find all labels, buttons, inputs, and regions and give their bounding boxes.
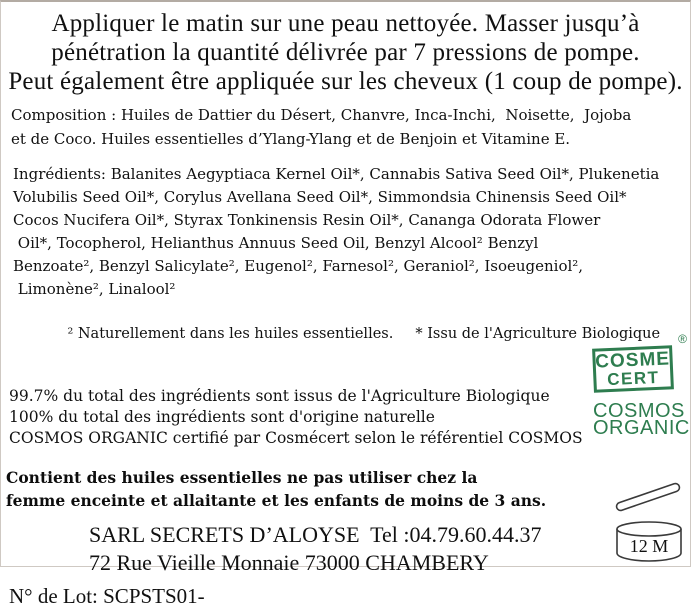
organic-claim-line: COSMOS ORGANIC certifié par Cosmécert selon le référentiel COSMOS bbox=[9, 429, 583, 447]
warning-line: femme enceinte et allaitante et les enfants de moins de 3 ans. bbox=[6, 491, 547, 510]
ingredients-line: Cocos Nucifera Oil*, Styrax Tonkinensis Resin Oil*, Cananga Odorata Flower bbox=[13, 211, 601, 229]
cosmecert-certification bbox=[590, 333, 690, 441]
cosmos-organic-label bbox=[593, 400, 690, 439]
usage-directions bbox=[1, 9, 690, 96]
cosmecert-logo-text: CERT bbox=[606, 367, 660, 390]
cosmos-organic-line: ORGANIC bbox=[593, 417, 690, 439]
cosmecert-logo-text: COSME bbox=[594, 348, 671, 373]
footnote-organic: * Issu de l'Agriculture Biologique bbox=[415, 326, 661, 342]
lot-number bbox=[1, 583, 690, 609]
ingredients-line: Limonène², Linalool² bbox=[13, 280, 176, 298]
directions-line: Peut également être appliquée sur les cheveux (1 coup de pompe). bbox=[8, 68, 683, 95]
composition-section bbox=[1, 103, 690, 151]
ingredients-footnote bbox=[1, 301, 690, 367]
organic-claims-section bbox=[1, 386, 690, 449]
ingredients-line: Volubilis Seed Oil*, Corylus Avellana Seed Oil*, Simmondsia Chinensis Seed Oil* bbox=[13, 188, 627, 206]
cosmos-organic-line: COSMOS bbox=[593, 400, 685, 422]
lot-label: N° de Lot: SCPSTS01- bbox=[9, 584, 205, 608]
ingredients-line: Oil*, Tocopherol, Helianthus Annuus Seed Oil, Benzyl Alcool² Benzyl bbox=[13, 234, 539, 252]
ingredients-line: Ingrédients: Balanites Aegyptiaca Kernel Oil*, Cannabis Sativa Seed Oil*, Plukenetia bbox=[13, 165, 660, 183]
warning-line: Contient des huiles essentielles ne pas utiliser chez la bbox=[6, 468, 478, 487]
essential-oils-warning bbox=[1, 466, 690, 512]
jar-lid bbox=[615, 482, 680, 511]
organic-claim-line: 100% du total des ingrédients sont d'origine naturelle bbox=[9, 408, 435, 426]
company-line: 72 Rue Vieille Monnaie 73000 CHAMBERY bbox=[89, 550, 489, 575]
pao-duration-text: 12 M bbox=[629, 536, 669, 556]
ingredients-line: Benzoate², Benzyl Salicylate², Eugenol², Farnesol², Geraniol², Isoeugeniol², bbox=[13, 257, 584, 275]
company-line: SARL SECRETS D’ALOYSE Tel :04.79.60.44.37 bbox=[89, 522, 542, 547]
registered-trademark-icon: ® bbox=[678, 332, 687, 346]
composition-line: Composition : Huiles de Dattier du Désert, Chanvre, Inca-Inchi, Noisette, Jojoba bbox=[11, 106, 632, 124]
pao-open-jar-icon bbox=[607, 479, 691, 565]
composition-line: et de Coco. Huiles essentielles d’Ylang-Ylang et de Benjoin et Vitamine E. bbox=[11, 130, 571, 148]
organic-claim-line: 99.7% du total des ingrédients sont issus de l'Agriculture Biologique bbox=[9, 387, 550, 405]
jar-rim bbox=[617, 522, 681, 536]
directions-line: Appliquer le matin sur une peau nettoyée. Masser jusqu’à bbox=[51, 10, 640, 37]
ingredients-section bbox=[1, 163, 690, 301]
company-address bbox=[89, 521, 690, 577]
cosmecert-logo bbox=[592, 345, 674, 392]
directions-line: pénétration la quantité délivrée par 7 pressions de pompe. bbox=[51, 39, 640, 66]
footnote-natural: ² Naturellement dans les huiles essentielles. bbox=[67, 326, 394, 342]
